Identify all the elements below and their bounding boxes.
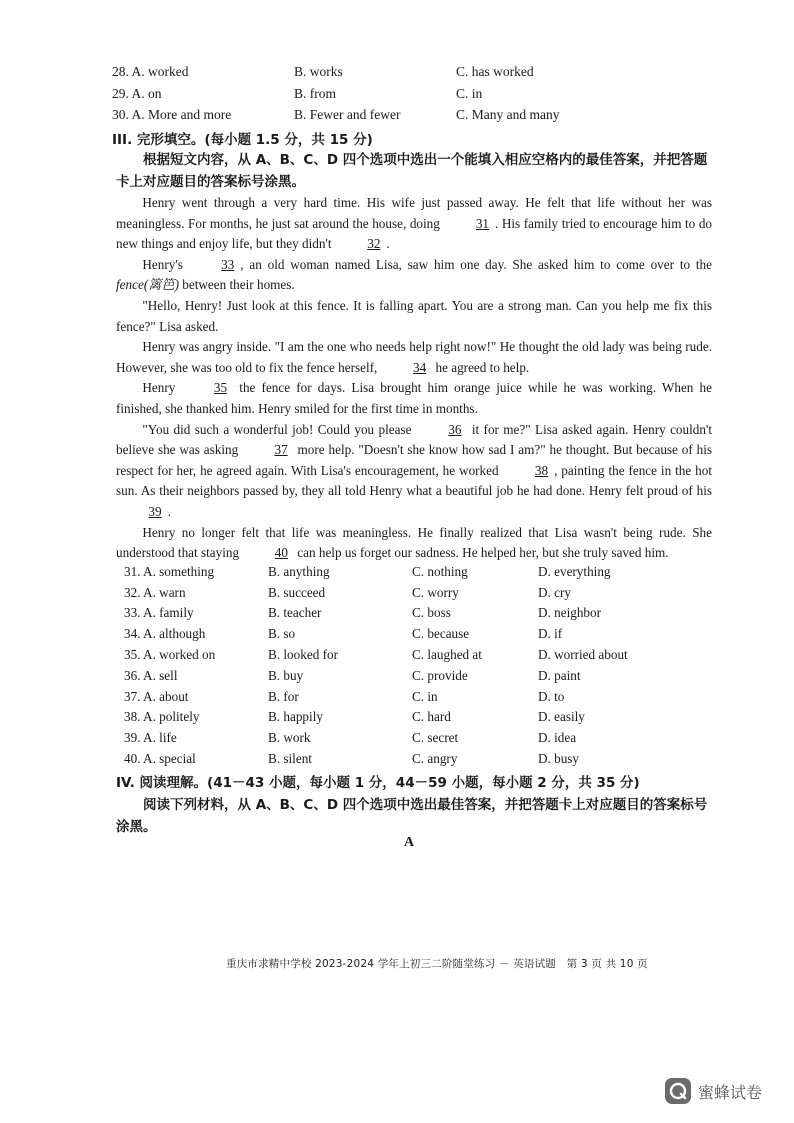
passage-paragraph-3: "Hello, Henry! Just look at this fence. It is falling apart. You are a strong man. Can you help me fix this fence?" Lisa asked. (116, 297, 712, 334)
option-d: D. neighbor (538, 605, 601, 620)
watermark-text: 蜜蜂试卷 (698, 1082, 763, 1102)
section-4-heading: IV. 阅读理解。(41－43 小题，每小题 1 分，44－59 小题，每小题 2 分，共 35 分) (116, 775, 640, 791)
options-row-36 (124, 668, 724, 688)
option-c: C. laughed at (412, 647, 482, 662)
passage-paragraph-2 (116, 255, 712, 296)
text: Henry (142, 380, 176, 396)
section-3-instruction (116, 149, 716, 193)
option-a: 29. A. on (112, 86, 162, 101)
option-a: 40. A. special (124, 751, 196, 766)
option-c: C. in (412, 689, 438, 704)
passage-label: A (404, 835, 415, 850)
options-row-37 (124, 689, 724, 709)
option-d: D. cry (538, 585, 571, 600)
text: more help. "Doesn't she know how sad I am?" he thought. But because of his respect for her, he agreed again. With Lisa's encouragement, he worked (116, 442, 713, 478)
text: the fence for days. Lisa brought him orange juice while he was working. When he finished, she thanked him. Henry smiled for the first time in months. (116, 380, 713, 416)
option-b: B. succeed (268, 585, 326, 600)
option-d: D. idea (538, 730, 577, 745)
option-a: 28. A. worked (112, 64, 189, 79)
section-3-heading: III. 完形填空。(每小题 1.5 分，共 15 分) (112, 132, 373, 148)
option-a: 34. A. although (124, 626, 206, 641)
option-c: C. nothing (412, 564, 468, 579)
option-b: B. work (268, 730, 311, 745)
option-a: 38. A. politely (124, 709, 200, 724)
text: it for me?" Lisa asked again. Henry couldn't believe she was asking (116, 421, 713, 458)
passage-paragraph-7 (116, 523, 712, 564)
option-d: D. everything (538, 564, 611, 579)
option-c: C. in (456, 86, 483, 101)
option-c: C. Many and many (456, 107, 560, 122)
text: Henry's (142, 256, 183, 272)
text: Henry went through a very hard time. His wife just passed away. He felt that life without her was meaningless. For months, he just sat around the house, doing (116, 195, 712, 231)
blank-36: 36 (448, 421, 462, 437)
text: . His family tried to encourage him to do new things and enjoy life, but they didn't (116, 215, 713, 252)
text: , an old woman named Lisa, saw him one day. She asked him to come over to the (240, 256, 712, 272)
options-row-28 (112, 64, 712, 84)
option-d: D. easily (538, 709, 585, 724)
options-row-32 (124, 585, 724, 605)
options-row-29 (112, 86, 712, 106)
option-c: C. hard (412, 709, 451, 724)
options-row-34 (124, 626, 724, 646)
text: Henry no longer felt that life was meaningless. He finally realized that Lisa wasn't being rude. She understood that staying (116, 524, 712, 561)
text: . (386, 236, 390, 252)
passage-paragraph-5 (116, 378, 712, 419)
option-c: C. because (412, 626, 470, 641)
options-row-39 (124, 730, 724, 750)
options-row-33 (124, 605, 724, 625)
cloze-passage (116, 193, 712, 564)
text: Henry was angry inside. "I am the one who needs help right now!" He thought the old lady was being rude. However, she was too old to fix the fence herself, (116, 339, 712, 375)
instruction-text: 阅读下列材料，从 A、B、C、D 四个选项中选出最佳答案，并把答题卡上对应题目的答案标号涂黑。 (116, 797, 708, 835)
blank-34: 34 (413, 359, 427, 375)
option-d: D. paint (538, 668, 581, 683)
text: between their homes. (178, 277, 295, 293)
option-d: D. worried about (538, 647, 628, 662)
text: he agreed to help. (435, 359, 530, 375)
blank-35: 35 (213, 380, 228, 396)
text: , painting the fence in the hot sun. As their neighbors passed by, they all told Henry what a beautiful job he had done. Henry felt proud of his (116, 462, 712, 499)
options-row-31 (124, 564, 724, 584)
text: can help us forget our sadness. He helped her, but she truly saved him. (297, 545, 669, 561)
option-b: B. teacher (268, 605, 322, 620)
options-row-38 (124, 709, 724, 729)
option-b: B. buy (268, 668, 304, 683)
section-4-instruction (116, 794, 716, 838)
option-b: B. silent (268, 751, 312, 766)
instruction-text: 根据短文内容，从 A、B、C、D 四个选项中选出一个能填入相应空格内的最佳答案，并把答题卡上对应题目的答案标号涂黑。 (116, 152, 708, 190)
option-c: C. boss (412, 605, 451, 620)
option-d: D. busy (538, 751, 580, 766)
blank-39: 39 (148, 503, 162, 519)
bee-logo-icon (664, 1077, 692, 1105)
option-c: C. provide (412, 668, 468, 683)
passage-paragraph-4 (116, 337, 712, 378)
blank-31: 31 (475, 215, 490, 231)
option-a: 36. A. sell (124, 668, 178, 683)
page-footer: 重庆市求精中学校 2023-2024 学年上初三二阶随堂练习 － 英语试题 第 3 页 共 10 页 (226, 958, 648, 970)
option-a: 33. A. family (124, 605, 194, 620)
fence-word: fence(篱笆) (116, 277, 179, 293)
option-b: B. so (268, 626, 296, 641)
option-b: B. happily (268, 709, 323, 724)
option-c: C. worry (412, 585, 459, 600)
option-d: D. if (538, 626, 563, 641)
blank-33: 33 (221, 256, 235, 272)
option-c: C. has worked (456, 64, 534, 79)
option-a: 35. A. worked on (124, 647, 216, 662)
blank-40: 40 (274, 545, 288, 561)
blank-37: 37 (274, 442, 288, 458)
passage-paragraph-6 (116, 420, 712, 523)
option-a: 32. A. warn (124, 585, 186, 600)
blank-32: 32 (367, 236, 381, 252)
text: . (167, 503, 171, 519)
watermark (664, 1077, 762, 1105)
option-c: C. angry (412, 751, 458, 766)
option-a: 31. A. something (124, 564, 215, 579)
option-a: 30. A. More and more (112, 107, 232, 122)
option-c: C. secret (412, 730, 459, 745)
option-a: 39. A. life (124, 730, 177, 745)
option-d: D. to (538, 689, 565, 704)
options-row-30 (112, 107, 712, 127)
options-row-40 (124, 751, 724, 771)
passage-paragraph-1 (116, 193, 712, 255)
option-b: B. Fewer and fewer (294, 107, 401, 122)
options-row-35 (124, 647, 724, 667)
blank-38: 38 (534, 462, 549, 478)
option-b: B. looked for (268, 647, 338, 662)
option-b: B. anything (268, 564, 330, 579)
option-b: B. works (294, 64, 343, 79)
option-b: B. from (294, 86, 336, 101)
option-b: B. for (268, 689, 299, 704)
option-a: 37. A. about (124, 689, 189, 704)
text: "You did such a wonderful job! Could you please (142, 421, 412, 437)
